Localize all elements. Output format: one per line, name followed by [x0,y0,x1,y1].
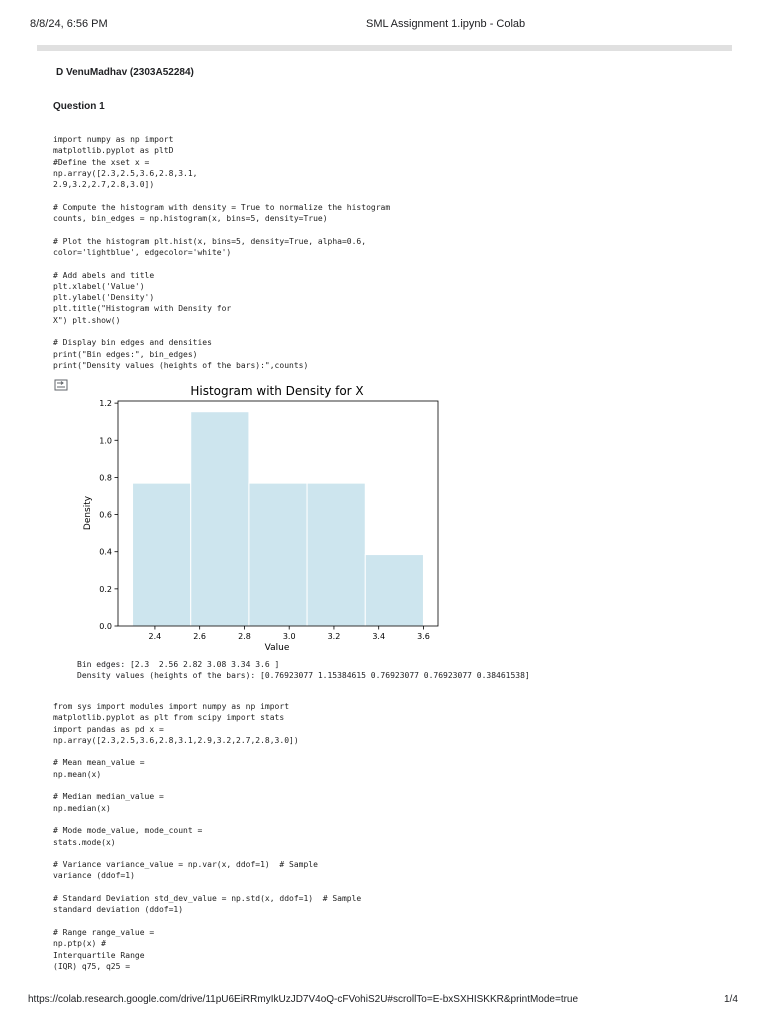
code-line: # Range range_value = [53,927,155,937]
code-line: #Define the xset x = [53,157,150,167]
x-tick-label: 3.4 [372,632,386,641]
y-axis-label: Density [83,495,93,531]
code-line: # Plot the histogram plt.hist(x, bins=5, density=True, alpha=0.6, [53,236,367,246]
cell-output-1 [77,659,530,682]
author-name: D VenuMadhav (2303A52284) [56,67,194,78]
chart-title: Histogram with Density for X [190,384,364,398]
code-line [53,746,361,757]
code-line: np.ptp(x) # [53,939,106,949]
print-url: https://colab.research.google.com/drive/11pU6EiRRmyIkUzJD7V4oQ-cFVohiS2U#scrollTo=E-bxSXHISKKR&printMode=true [28,994,579,1005]
code-line [53,780,361,791]
histogram-bar [365,555,423,626]
code-line [53,190,390,201]
code-line: # Mode mode_value, mode_count = [53,826,203,836]
code-line: plt.title("Histogram with Density for [53,304,232,314]
histogram-bar [191,412,249,626]
histogram-bar [307,483,365,626]
code-line: from sys import modules import numpy as np import [53,702,290,711]
code-line: X") plt.show() [53,315,121,325]
output-toggle-icon[interactable] [54,379,68,391]
code-line: Interquartile Range [53,950,145,960]
code-line [53,224,390,235]
code-line: color='lightblue', edgecolor='white') [53,247,232,257]
code-line: plt.ylabel('Density') [53,293,155,303]
question-heading: Question 1 [53,101,105,112]
code-line: counts, bin_edges = np.histogram(x, bins=5, density=True) [53,214,328,224]
x-tick-label: 3.2 [327,632,341,641]
x-tick-label: 3.0 [282,632,296,641]
x-tick-label: 2.8 [238,632,251,641]
code-line: stats.mode(x) [53,837,116,847]
histogram-bar [133,483,191,626]
code-line [53,326,390,337]
code-line: # Add abels and title [53,270,155,280]
code-line: # Variance variance_value = np.var(x, ddof=1) # Sample [53,860,318,870]
code-line: # Mean mean_value = [53,758,145,768]
code-line: print("Bin edges:", bin_edges) [53,349,198,359]
code-line: # Display bin edges and densities [53,338,212,348]
print-datetime: 8/8/24, 6:56 PM [30,18,108,30]
code-line [53,814,361,825]
histogram-chart [74,380,444,655]
code-line: # Median median_value = [53,792,164,802]
y-tick-label: 0.0 [99,622,112,631]
y-tick-label: 0.4 [99,547,112,557]
code-line: import numpy as np import [53,135,174,144]
code-line: matplotlib.pyplot as plt from scipy import stats [53,713,285,723]
code-line: standard deviation (ddof=1) [53,905,184,915]
code-cell-1 [53,134,390,371]
y-tick-label: 0.2 [99,584,112,594]
code-line: (IQR) q75, q25 = [53,961,131,971]
x-axis-label: Value [264,643,290,653]
code-line [53,848,361,859]
histogram-bar [249,483,307,626]
code-line: np.mean(x) [53,769,102,779]
code-line [53,916,361,927]
y-tick-label: 1.0 [99,436,112,446]
code-cell-2 [53,701,361,972]
code-line: plt.xlabel('Value') [53,281,145,291]
code-line: # Compute the histogram with density = True to normalize the histogram [53,202,391,212]
code-line: matplotlib.pyplot as pltD [53,146,174,156]
x-tick-label: 2.4 [148,632,162,641]
code-line: # Standard Deviation std_dev_value = np.std(x, ddof=1) # Sample [53,894,362,904]
print-page-title: SML Assignment 1.ipynb - Colab [366,18,526,30]
y-tick-label: 1.2 [99,399,112,409]
page-top-bar [37,45,732,51]
code-line: import pandas as pd x = [53,724,164,734]
output-line: Bin edges: [2.3 2.56 2.82 3.08 3.34 3.6 ] [77,660,280,669]
code-line: print("Density values (heights of the bars):",counts) [53,360,309,370]
y-tick-label: 0.8 [99,473,112,483]
code-line: 2.9,3.2,2.7,2.8,3.0]) [53,180,155,190]
code-line [53,258,390,269]
y-tick-label: 0.6 [99,510,112,520]
code-line: np.median(x) [53,803,111,813]
code-line: variance (ddof=1) [53,871,135,881]
code-line: np.array([2.3,2.5,3.6,2.8,3.1, [53,168,198,178]
code-line: np.array([2.3,2.5,3.6,2.8,3.1,2.9,3.2,2.7,2.8,3.0]) [53,735,299,745]
x-tick-label: 3.6 [417,632,430,641]
code-line [53,882,361,893]
x-tick-label: 2.6 [193,632,207,641]
page-number: 1/4 [724,994,738,1005]
output-line: Density values (heights of the bars): [0.76923077 1.15384615 0.76923077 0.76923077 0.38461538] [77,671,530,681]
